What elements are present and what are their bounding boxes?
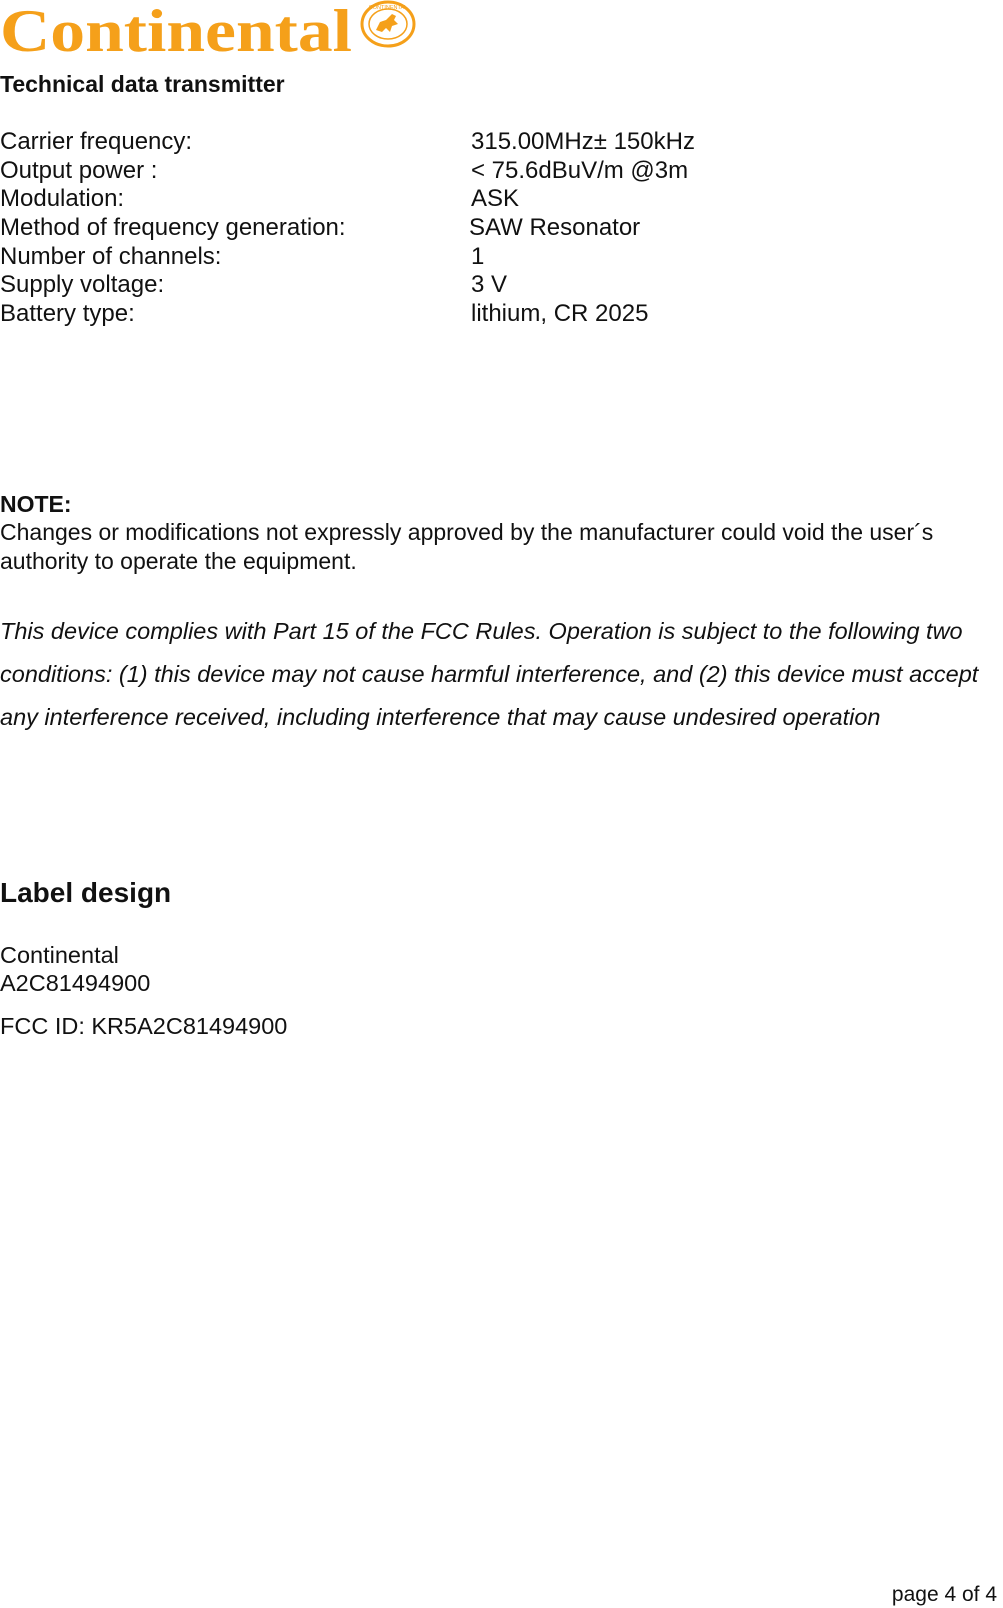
note-text: Changes or modifications not expressly approved by the manufacturer could void the user´s authority to operate the equipment. (0, 519, 934, 574)
fcc-id: FCC ID: KR5A2C81494900 (0, 1013, 288, 1039)
spec-value: 3 V (471, 271, 508, 299)
spec-label: Modulation: (0, 185, 125, 213)
spec-row-frequency-generation (0, 214, 900, 243)
label-line-part-number: A2C81494900 (0, 970, 151, 996)
spec-label: Supply voltage: (0, 271, 165, 299)
continental-logo (0, 0, 430, 62)
horse-emblem-icon (362, 2, 414, 46)
spec-label: Carrier frequency: (0, 128, 193, 155)
fcc-statement: This device complies with Part 15 of the FCC Rules. Operation is subject to the following two conditions: (1) this device may not cause harmful interference, and (2) this device must accept any interference received, including interference that may cause undesired operation (0, 618, 979, 730)
spec-value: < 75.6dBuV/m @3m (471, 156, 689, 184)
page-number: page 4 of 4 (891, 1583, 997, 1606)
spec-value: 1 (471, 242, 485, 270)
spec-value: ASK (471, 185, 520, 213)
spec-value: 315.00MHz± 150kHz (471, 128, 695, 155)
logo-wordmark: Continental (0, 0, 352, 62)
spec-row-battery-type (0, 300, 900, 329)
spec-value: lithium, CR 2025 (471, 300, 649, 328)
spec-row-channels (0, 243, 900, 272)
emblem-text: CONTINENTAL (368, 5, 408, 11)
spec-label: Method of frequency generation: (0, 214, 346, 242)
spec-row-carrier-frequency (0, 128, 900, 157)
spec-row-supply-voltage (0, 271, 900, 300)
spec-table (0, 128, 900, 329)
spec-label: Output power : (0, 156, 158, 184)
label-design-title: Label design (0, 877, 172, 908)
spec-value: SAW Resonator (469, 214, 641, 242)
label-line-brand: Continental (0, 942, 119, 968)
section-title: Technical data transmitter (0, 71, 285, 97)
spec-label: Number of channels: (0, 242, 222, 270)
spec-row-output-power (0, 157, 900, 186)
note-title: NOTE: (0, 491, 72, 517)
spec-row-modulation (0, 185, 900, 214)
spec-label: Battery type: (0, 300, 135, 328)
